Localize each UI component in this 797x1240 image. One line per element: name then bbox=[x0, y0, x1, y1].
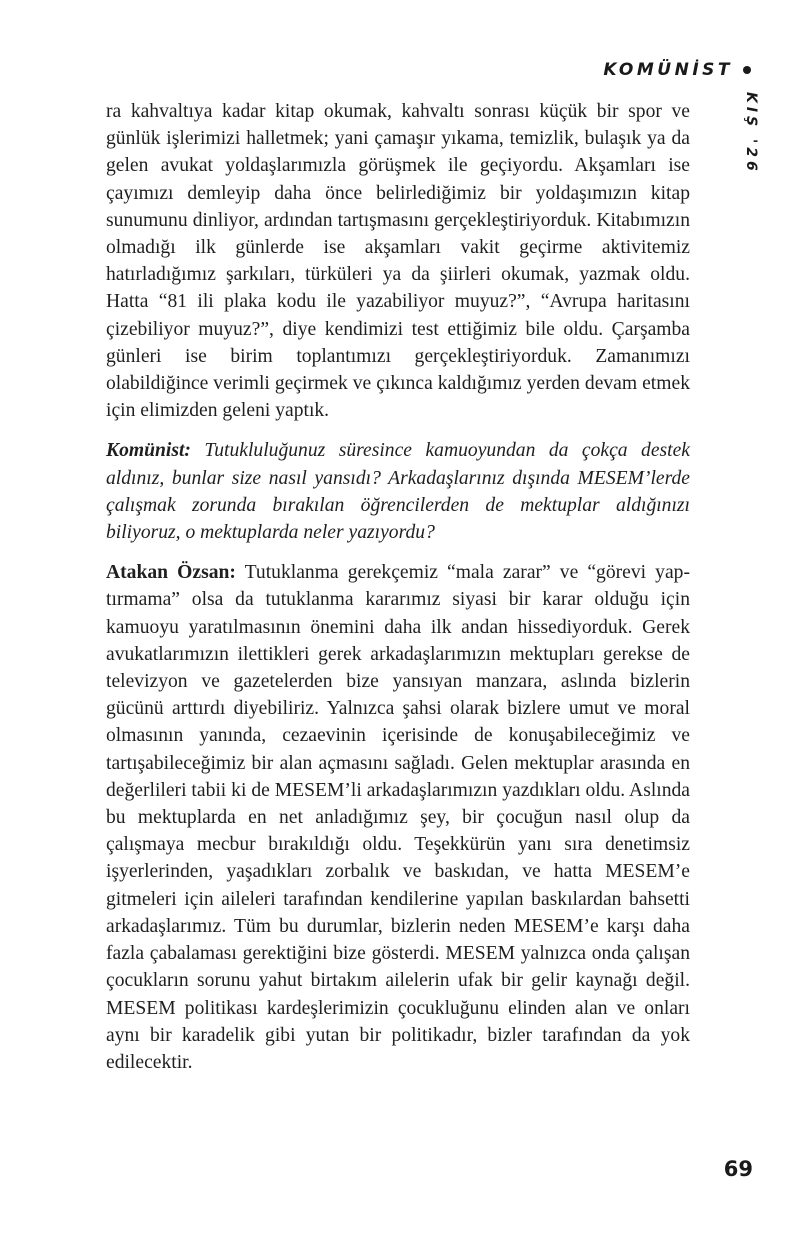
running-header bbox=[603, 60, 751, 80]
paragraph-text: ra kahvaltıya kadar kitap okumak, kahvaltı sonrası küçük bir spor ve günlük işlerimizi halletmek; yani çamaşır yıkama, temizlik, bulaşık ya da gelen avukat yoldaşlarımızla görüşmek ile geçiyordu. Akşamları ise çayımızı demleyip daha önce belirlediğimiz bir yoldaşımızın kitap sunumunu dinliyor, ardından tartışmasını gerçekleştiriyorduk. Kitabımızın olmadığı ilk günlerde ise akşamları vakit geçirme aktivitemiz hatırladığımız şarkıları, türküleri ya da şiirleri okumak, yazmak oldu. Hatta “81 ili plaka kodu ile yazabiliyor muyuz?”, “Avrupa haritasını çizebiliyor muyuz?”, diye kendimizi test ettiğimiz bile oldu. Çarşamba günleri ise birim toplantımızı gerçekleştiriyorduk. Zamanımızı olabildiğince verimli geçirmek ve çıkınca kaldığımız yerden devam etmek için elimizden geleni yaptık. bbox=[106, 101, 690, 422]
page-number: 69 bbox=[723, 1157, 753, 1181]
interview-answer bbox=[106, 559, 690, 1076]
speaker-label: Atakan Özsan: bbox=[106, 562, 236, 584]
bullet-dot-icon bbox=[743, 66, 751, 74]
question-text: Tutukluluğunuz süresince kamuoyundan da çokça destek aldınız, bunlar size nasıl yansıdı? Arkadaşlarınız dışında MESEM’lerde çalışmak zorunda bırakılan öğrencilerden de mektuplar aldığınızı biliyoruz, o mektuplarda neler yazıyordu? bbox=[106, 440, 690, 544]
paragraph bbox=[106, 98, 690, 424]
issue-label: KIŞ '26 bbox=[743, 92, 759, 175]
answer-text: Tutuklanma gerekçemiz “mala zarar” ve “görevi yaptırmama” olsa da tutuklanma kararımız siyasi bir karar olduğu için kamuoyu yaratılmasının önemini daha ilk andan hissediyorduk. Gerek avukatlarımızın ilettikleri gerek arkadaşlarımızın mektupları gerekse de televizyon ve gazetelerden bize yansıyan manzara, aslında bizlerin gücünü arttırdı diyebiliriz. Yalnızca şahsi olarak bizlere umut ve moral olmasının yanında, cezaevinin içerisinde de konuşabileceğimiz ve tartışabileceğimiz bir alan açmasını sağladı. Gelen mektuplar arasında en değerlileri tabii ki de MESEM’li arkadaşlarımızın yazdıkları oldu. Aslında bu mektuplarda en net anladığımız şey, bir çocuğun nasıl olup da çalışmaya mecbur bırakıldığı oldu. Teşekkürün yanı sıra denetimsiz işyerlerinden, yaşadıkları zorbalık ve baskıdan, ve hatta MESEM’e gitmeleri için aileleri tarafından kendilerine yapılan baskılardan bahsetti arkadaşlarımız. Tüm bu durumlar, bizlerin neden MESEM’e karşı daha fazla çabalaması gerektiğini bize gösterdi. MESEM yalnızca onda çalışan çocukların sorunu yahut birtakım ailelerin ufak bir gelir kaynağı değil. MESEM politikası kardeşlerimizin çocukluğunu elinden alan ve onları aynı bir karadelik gibi yutan bir politikadır, bizler tarafından da yok edilecektir. bbox=[106, 562, 691, 1073]
speaker-label: Komünist: bbox=[106, 440, 191, 462]
article-body bbox=[106, 98, 690, 1089]
interview-question bbox=[106, 437, 690, 546]
magazine-title: KOMÜNİST bbox=[603, 60, 733, 80]
